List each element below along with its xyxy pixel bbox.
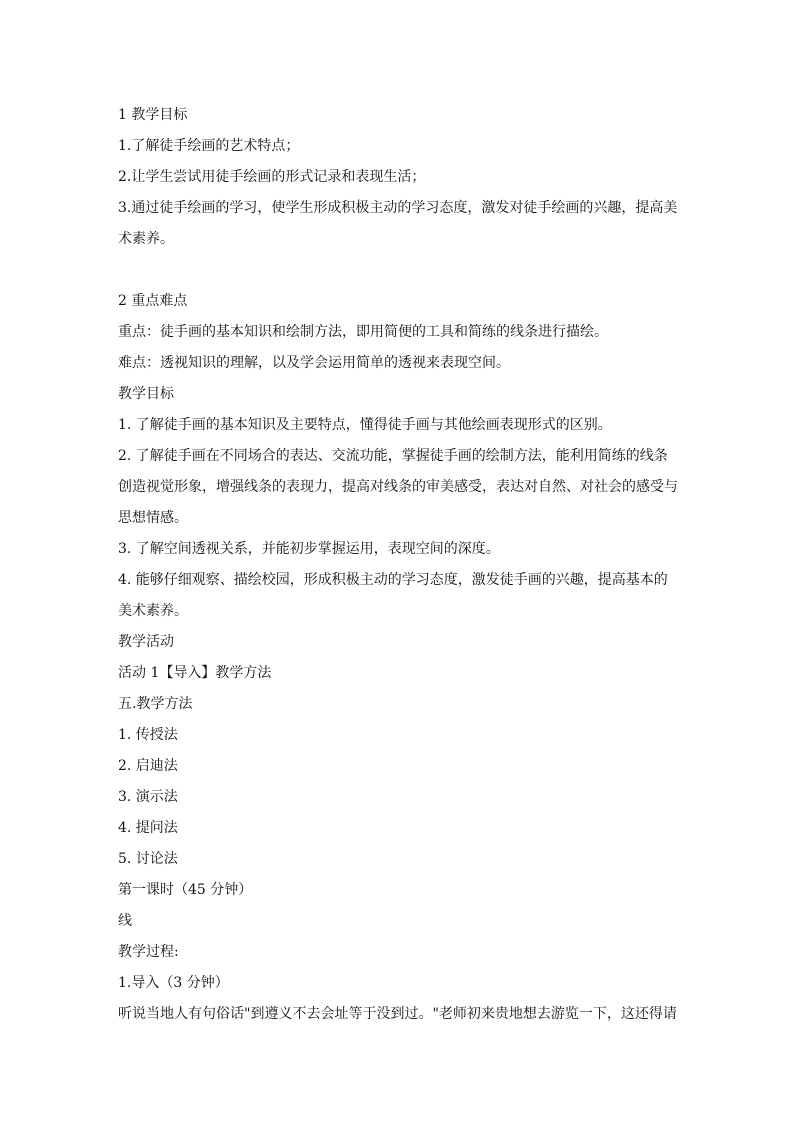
blank-line — [118, 255, 678, 286]
method-item-4: 4. 提问法 — [118, 820, 178, 836]
difficulty-text: 难点：透视知识的理解，以及学会运用简单的透视来表现空间。 — [118, 355, 510, 371]
heading-teaching-methods: 五.教学方法 — [118, 696, 193, 712]
objective-item-1: 1.了解徒手绘画的艺术特点； — [118, 138, 300, 154]
document-page — [118, 100, 678, 1030]
objective-item-2: 2.让学生尝试用徒手绘画的形式记录和表现生活； — [118, 169, 426, 185]
goal-item-2: 2. 了解徒手画在不同场合的表达、交流功能，掌握徒手画的绘制方法，能利用简练的线条 — [118, 448, 668, 464]
process-step-1: 1.导入（3 分钟） — [118, 975, 229, 991]
method-item-1: 1. 传授法 — [118, 727, 178, 743]
goal-item-3: 3. 了解空间透视关系，并能初步掌握运用，表现空间的深度。 — [118, 541, 500, 557]
key-point-text: 重点：徒手画的基本知识和绘制方法，即用简便的工具和简练的线条进行描绘。 — [118, 324, 608, 340]
objective-item-3-continued: 术素养。 — [118, 231, 174, 247]
method-item-5: 5. 讨论法 — [118, 851, 178, 867]
section-heading-objectives: 1 教学目标 — [118, 107, 188, 123]
method-item-3: 3. 演示法 — [118, 789, 178, 805]
heading-teaching-activities: 教学活动 — [118, 634, 174, 650]
process-step-1-text: 听说当地人有句俗话"到遵义不去会址等于没到过。"老师初来贵地想去游览一下，这还得请 — [118, 1006, 677, 1022]
goal-item-2-end: 思想情感。 — [118, 510, 188, 526]
objective-item-3: 3.通过徒手绘画的学习，使学生形成积极主动的学习态度，激发对徒手绘画的兴趣，提高美 — [118, 200, 678, 216]
section-heading-key-points: 2 重点难点 — [118, 293, 188, 309]
heading-teaching-process: 教学过程: — [118, 944, 179, 960]
goal-item-4: 4. 能够仔细观察、描绘校园，形成积极主动的学习态度，激发徒手画的兴趣，提高基本的 — [118, 572, 668, 588]
goal-item-1: 1. 了解徒手画的基本知识及主要特点，懂得徒手画与其他绘画表现形式的区别。 — [118, 417, 612, 433]
lesson-topic: 线 — [118, 913, 132, 929]
activity-1-heading: 活动 1【导入】教学方法 — [118, 665, 272, 681]
goal-item-4-continued: 美术素养。 — [118, 603, 188, 619]
heading-teaching-goals: 教学目标 — [118, 386, 174, 402]
method-item-2: 2. 启迪法 — [118, 758, 178, 774]
lesson-period-heading: 第一课时（45 分钟） — [118, 882, 253, 898]
goal-item-2-continued: 创造视觉形象，增强线条的表现力，提高对线条的审美感受，表达对自然、对社会的感受与 — [118, 479, 678, 495]
